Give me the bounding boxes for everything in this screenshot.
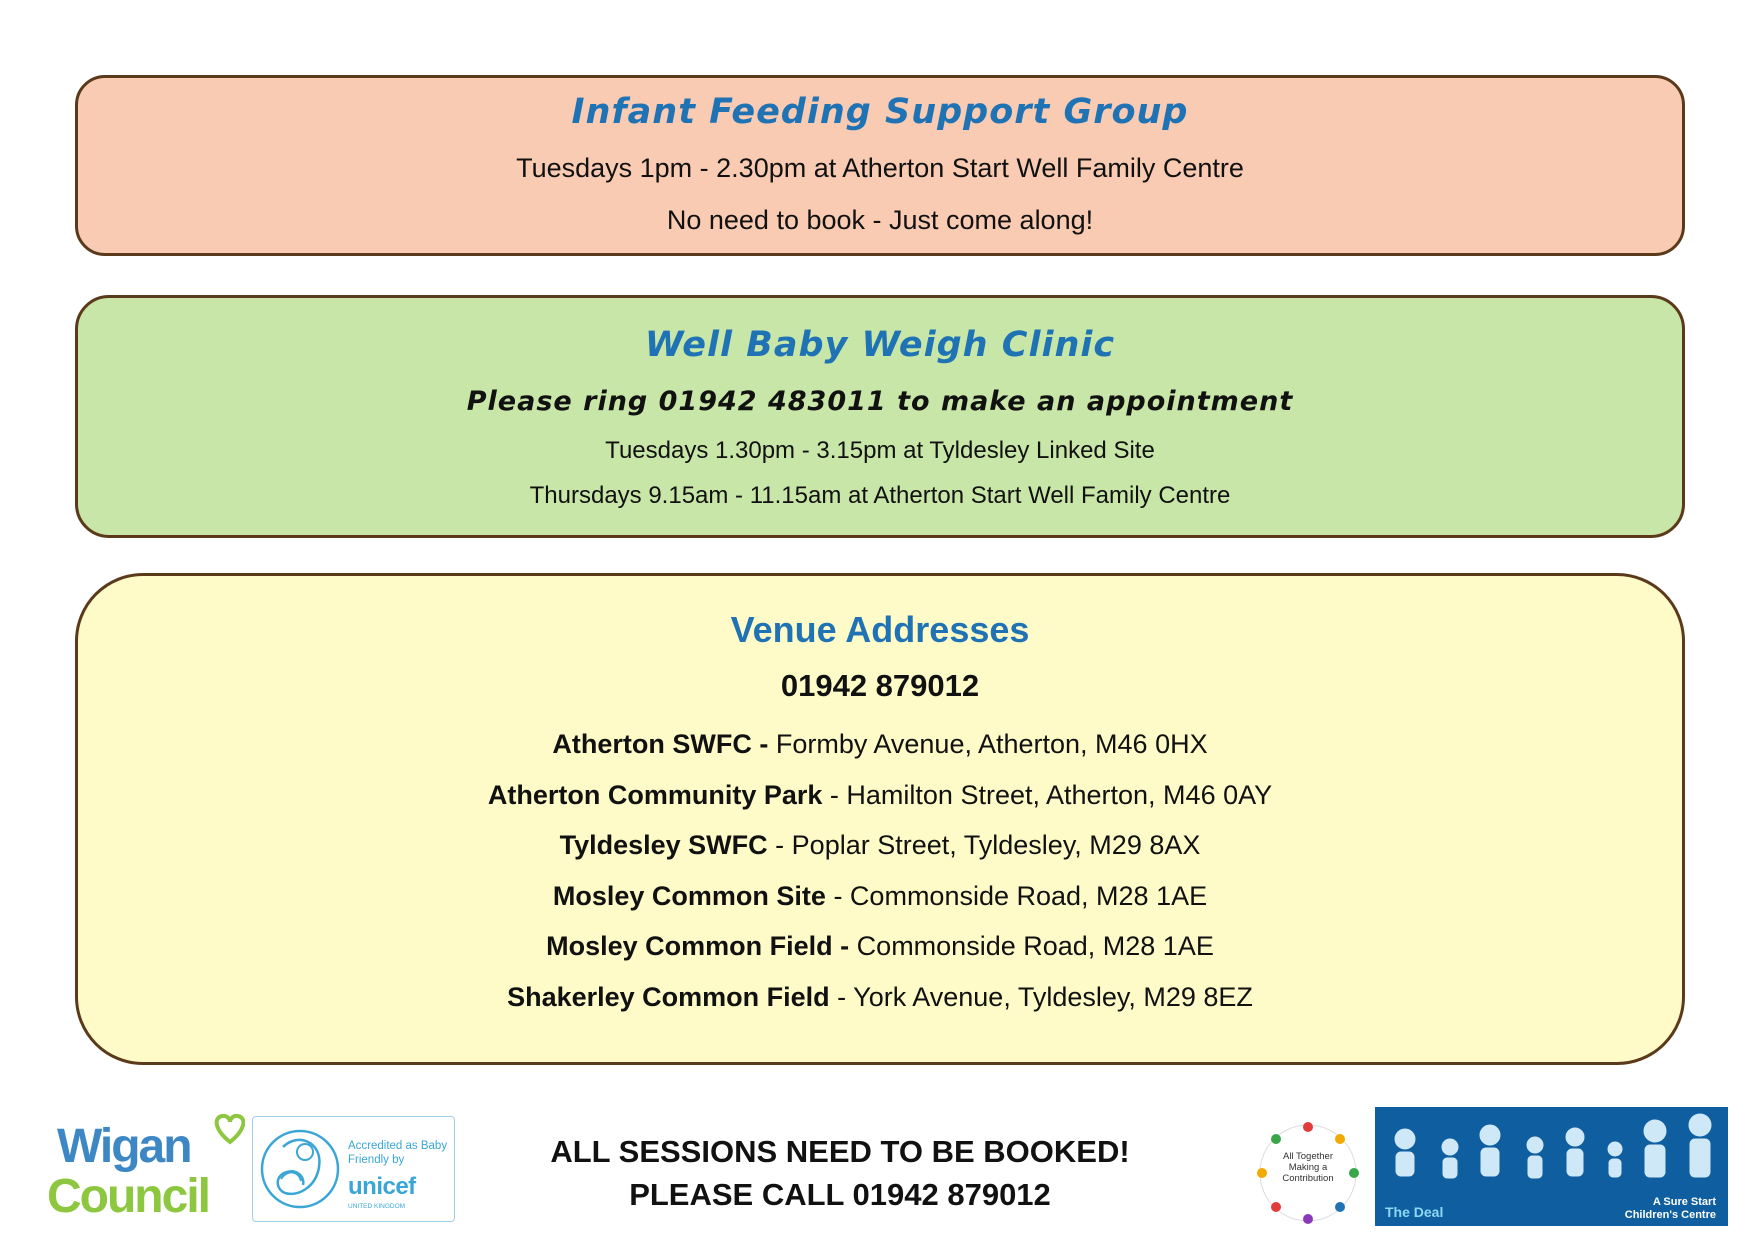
venue-addresses-title: Venue Addresses — [730, 609, 1030, 650]
unicef-baby-friendly-badge — [252, 1116, 455, 1222]
list-item — [78, 770, 1682, 821]
list-item — [78, 921, 1682, 972]
venue-address: Commonside Road, M28 1AE — [849, 931, 1214, 961]
infant-feeding-schedule: Tuesdays 1pm - 2.30pm at Atherton Start Well Family Centre — [516, 153, 1244, 183]
list-item — [78, 972, 1682, 1023]
list-item — [78, 820, 1682, 871]
venue-name: Mosley Common Field - — [546, 931, 850, 961]
sure-start-label — [1625, 1196, 1716, 1222]
list-item — [78, 719, 1682, 770]
wigan-logo-word: Wigan — [57, 1120, 191, 1173]
infant-feeding-title: Infant Feeding Support Group — [571, 92, 1189, 132]
heart-icon — [217, 1116, 244, 1142]
venue-name: Atherton Community Park — [487, 779, 823, 810]
children-figures-icon — [1375, 1107, 1728, 1197]
weigh-clinic-phone-line: Please ring 01942 483011 to make an appointment — [466, 386, 1294, 417]
weigh-clinic-panel — [75, 295, 1685, 538]
venue-name: Tyldesley SWFC — [559, 830, 768, 860]
venue-address: - York Avenue, Tyldesley, M29 8EZ — [829, 981, 1253, 1012]
sure-start-banner — [1375, 1107, 1728, 1226]
weigh-clinic-tuesday: Tuesdays 1.30pm - 3.15pm at Tyldesley Linked Site — [605, 437, 1155, 464]
venue-list — [78, 719, 1682, 1022]
infant-feeding-note: No need to book - Just come along! — [666, 205, 1094, 235]
venue-name: Mosley Common Site — [552, 880, 826, 911]
venue-address: - Hamilton Street, Atherton, M46 0AY — [822, 779, 1273, 810]
venue-address: - Commonside Road, M28 1AE — [825, 880, 1208, 911]
unicef-accreditation-text: Accredited as Baby Friendly by — [348, 1140, 448, 1166]
sure-start-label-line1: A Sure Start — [1652, 1196, 1716, 1208]
wigan-council-logo — [45, 1112, 245, 1224]
the-deal-logo: The Deal — [1385, 1204, 1444, 1220]
venue-addresses-panel — [75, 573, 1685, 1065]
booking-notice — [480, 1130, 1200, 1216]
sure-start-label-line2: Children's Centre — [1624, 1209, 1716, 1221]
weigh-clinic-thursday: Thursdays 9.15am - 11.15am at Atherton Start Well Family Centre — [529, 482, 1231, 509]
venue-name: Shakerley Common Field — [507, 981, 830, 1012]
venue-phone: 01942 879012 — [780, 668, 980, 703]
all-together-text: All Together Making a Contribution — [1282, 1151, 1334, 1184]
venue-name: Atherton SWFC - — [552, 729, 769, 759]
infant-feeding-panel — [75, 75, 1685, 256]
unicef-country: UNITED KINGDOM — [348, 1203, 406, 1210]
unicef-logo-word: unicef — [348, 1173, 416, 1200]
mother-baby-icon — [253, 1117, 348, 1223]
venue-address: Formby Avenue, Atherton, M46 0HX — [768, 729, 1208, 759]
booking-notice-line1: ALL SESSIONS NEED TO BE BOOKED! — [550, 1134, 1130, 1169]
weigh-clinic-title: Well Baby Weigh Clinic — [644, 325, 1116, 365]
list-item — [78, 871, 1682, 922]
booking-notice-line2: PLEASE CALL 01942 879012 — [629, 1177, 1051, 1212]
venue-address: - Poplar Street, Tyldesley, M29 8AX — [767, 830, 1201, 860]
council-logo-word: Council — [47, 1170, 209, 1223]
footer-logos-left — [45, 1112, 465, 1224]
